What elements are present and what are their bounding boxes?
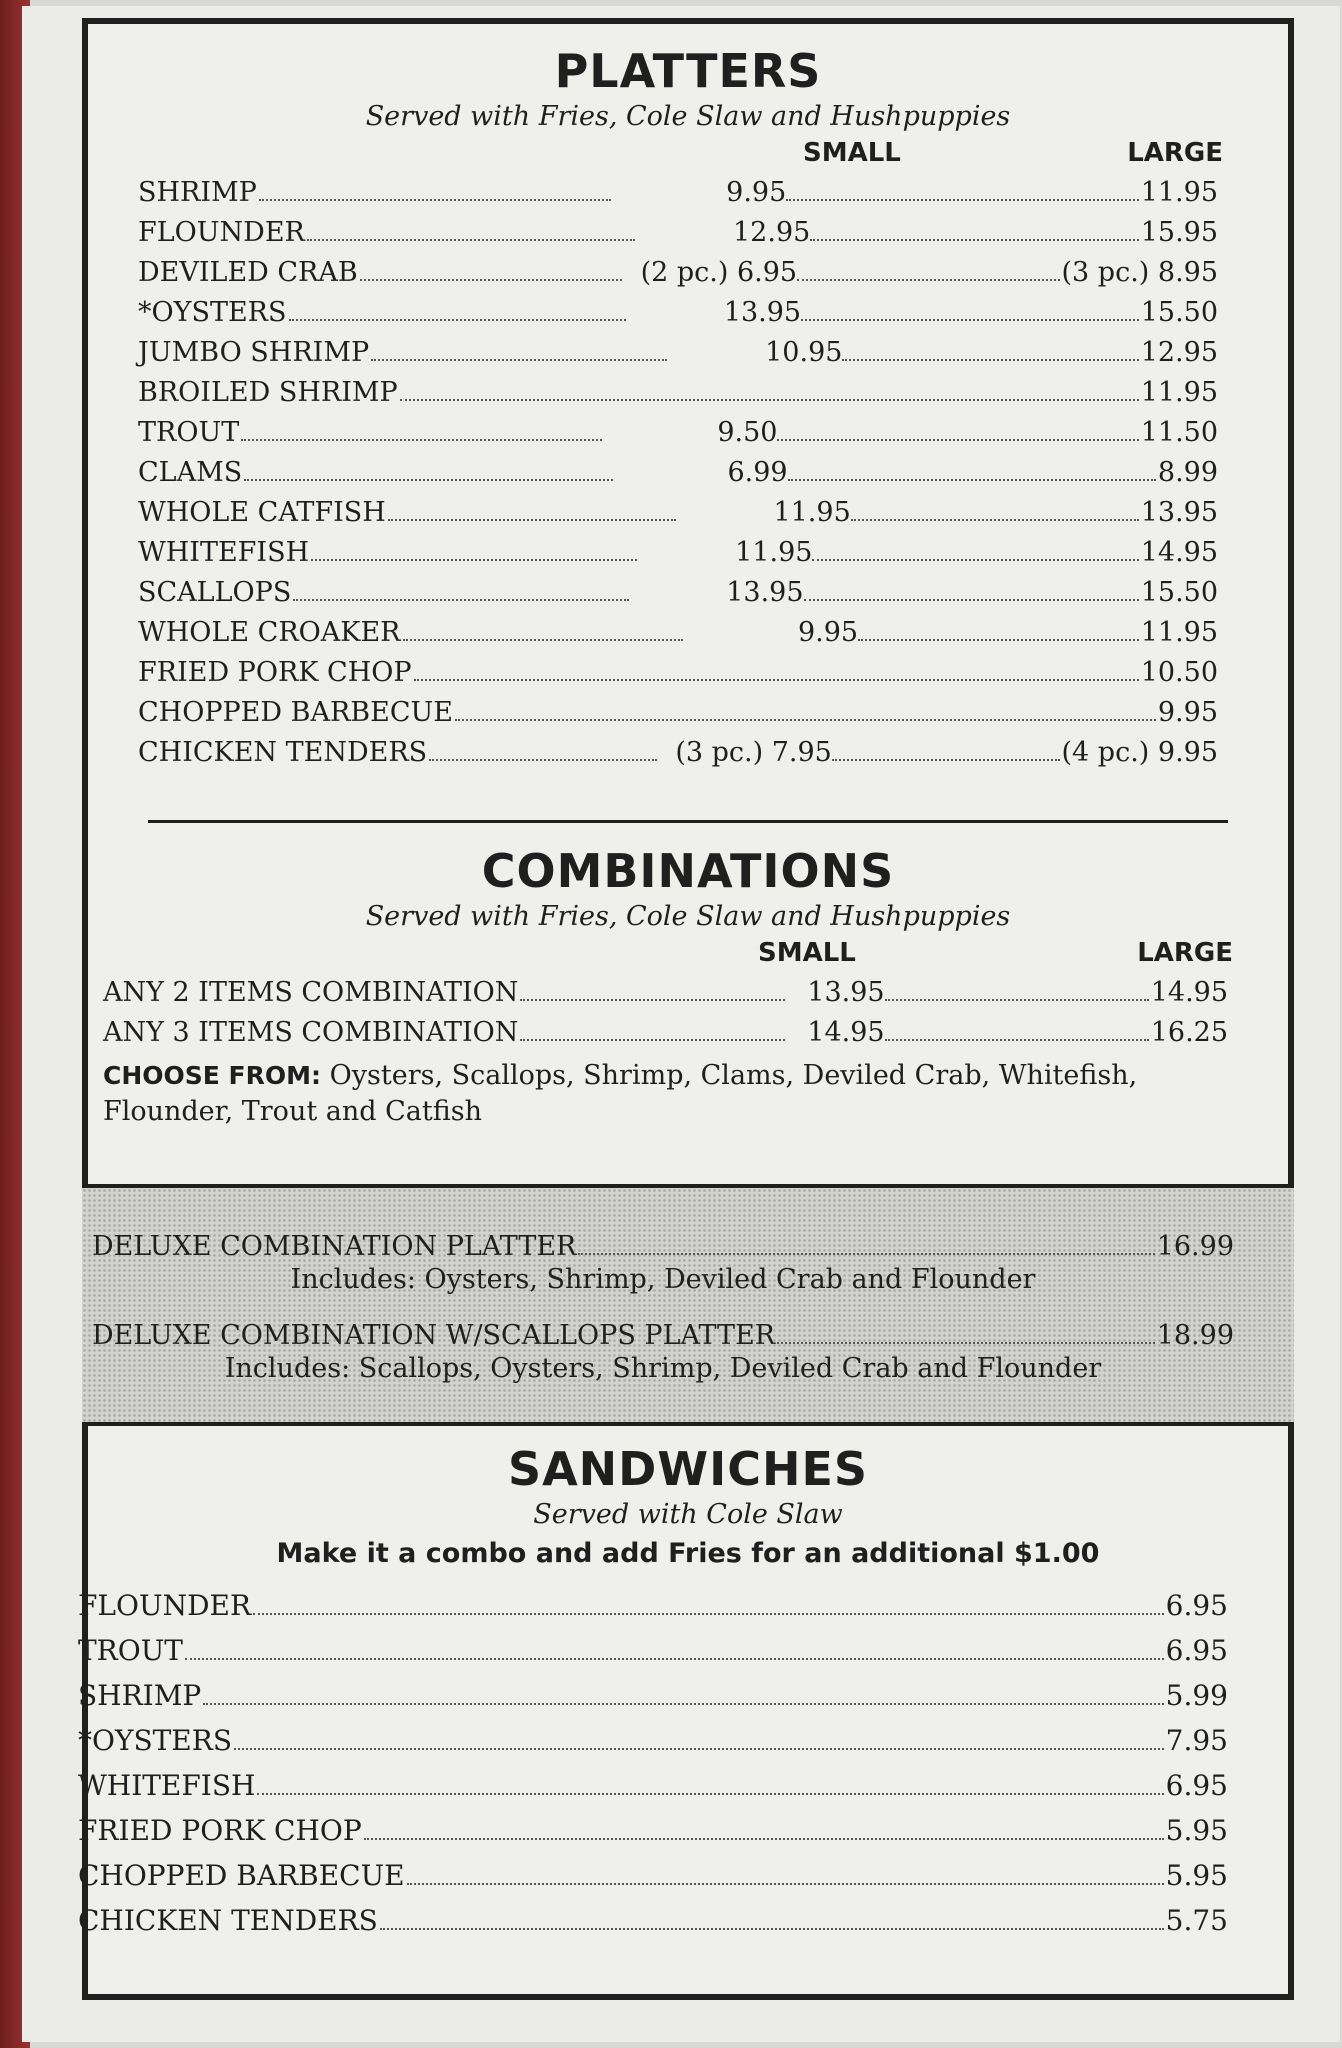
menu-frame xyxy=(78,18,1294,2000)
small-price: 13.95 xyxy=(723,296,802,328)
platters-column-headers xyxy=(138,132,1288,168)
large-price: (4 pc.) 9.95 xyxy=(1061,736,1219,768)
dot-leader xyxy=(253,1613,1164,1615)
sandwich-row xyxy=(78,1802,1228,1847)
price: 6.95 xyxy=(1165,1768,1228,1802)
dot-leader xyxy=(858,639,1139,641)
large-price: 13.95 xyxy=(1140,496,1218,528)
combinations-list xyxy=(88,968,1288,1048)
price: 7.95 xyxy=(1165,1723,1228,1757)
item-name: FLOUNDER xyxy=(138,216,305,248)
dot-leader xyxy=(311,559,637,561)
small-price: 6.99 xyxy=(727,456,788,488)
item-name: JUMBO SHRIMP xyxy=(138,336,370,368)
platter-row xyxy=(138,208,1218,248)
sandwich-row xyxy=(78,1712,1228,1757)
sandwiches-list xyxy=(78,1569,1288,1937)
item-name: DELUXE COMBINATION PLATTER xyxy=(92,1231,577,1262)
sandwich-row xyxy=(78,1892,1228,1937)
dot-leader xyxy=(786,199,1138,201)
price: 5.99 xyxy=(1165,1678,1228,1712)
sandwich-row xyxy=(78,1577,1228,1622)
item-name: DEVILED CRAB xyxy=(138,256,358,288)
large-price: 11.95 xyxy=(1140,376,1218,408)
dot-leader xyxy=(788,479,1156,481)
small-price: 14.95 xyxy=(807,1016,885,1048)
dot-leader xyxy=(234,1748,1164,1750)
small-price: 13.95 xyxy=(726,576,804,608)
dot-leader xyxy=(203,1703,1163,1705)
dot-leader xyxy=(832,759,1060,761)
small-price: 9.95 xyxy=(726,176,787,208)
platters-large-header: LARGE xyxy=(1127,137,1223,168)
dot-leader xyxy=(885,1039,1149,1041)
deluxe-row xyxy=(92,1222,1234,1262)
item-name: TROUT xyxy=(78,1633,183,1667)
platter-row xyxy=(138,728,1218,768)
combination-row xyxy=(103,1008,1228,1048)
small-price: (3 pc.) 7.95 xyxy=(675,736,832,768)
item-name: CHICKEN TENDERS xyxy=(78,1903,378,1937)
combinations-subtitle: Served with Fries, Cole Slaw and Hushpuppies xyxy=(365,900,1011,932)
dot-leader xyxy=(364,1838,1164,1840)
item-name: WHOLE CROAKER xyxy=(138,616,401,648)
dot-leader xyxy=(185,1658,1164,1660)
dot-leader xyxy=(842,359,1138,361)
combinations-large-header: LARGE xyxy=(1137,937,1233,968)
item-name: CHOPPED BARBECUE xyxy=(138,696,453,728)
dot-leader xyxy=(520,1039,784,1041)
dot-leader xyxy=(371,359,667,361)
item-name: SHRIMP xyxy=(138,176,257,208)
large-price: 16.25 xyxy=(1150,1016,1229,1048)
price: 18.99 xyxy=(1156,1320,1234,1351)
platter-row xyxy=(138,608,1218,648)
large-price: 15.50 xyxy=(1140,296,1219,328)
small-price: 12.95 xyxy=(733,216,811,248)
small-price: 10.95 xyxy=(765,336,843,368)
item-name: FRIED PORK CHOP xyxy=(78,1813,362,1847)
dot-leader xyxy=(797,279,1059,281)
price: 6.95 xyxy=(1165,1633,1228,1667)
price: 5.95 xyxy=(1165,1813,1228,1847)
dot-leader xyxy=(520,999,784,1001)
item-name: SHRIMP xyxy=(78,1678,202,1712)
large-price: (3 pc.) 8.95 xyxy=(1061,256,1219,288)
dot-leader xyxy=(578,1253,1154,1255)
dot-leader xyxy=(307,239,635,241)
item-name: BROILED SHRIMP xyxy=(138,376,398,408)
platter-row xyxy=(138,448,1218,488)
dot-leader xyxy=(455,719,1156,721)
dot-leader xyxy=(380,1928,1164,1930)
dot-leader xyxy=(804,599,1139,601)
dot-leader xyxy=(400,399,1139,401)
large-price: 8.99 xyxy=(1157,456,1219,488)
sandwiches-section xyxy=(78,1442,1288,1937)
dot-leader xyxy=(885,999,1149,1001)
large-price: 11.95 xyxy=(1140,616,1219,648)
platters-subtitle: Served with Fries, Cole Slaw and Hushpuppies xyxy=(365,100,1011,132)
item-name: SCALLOPS xyxy=(138,576,292,608)
platter-row xyxy=(138,528,1218,568)
small-price: 9.95 xyxy=(797,616,859,648)
dot-leader xyxy=(289,319,627,321)
platters-title: PLATTERS xyxy=(554,44,822,98)
small-price: 11.95 xyxy=(735,536,813,568)
platter-row xyxy=(138,368,1218,408)
dot-leader xyxy=(403,639,684,641)
combinations-column-headers xyxy=(103,932,1288,968)
menu-sheet xyxy=(22,6,1340,2042)
item-name: *OYSTERS xyxy=(138,296,287,328)
sandwich-row xyxy=(78,1667,1228,1712)
dot-leader xyxy=(293,599,628,601)
large-price: 14.95 xyxy=(1140,536,1219,568)
large-price: 11.95 xyxy=(1140,176,1218,208)
item-name: WHITEFISH xyxy=(78,1768,256,1802)
deluxe-list xyxy=(92,1222,1234,1384)
dot-leader xyxy=(429,759,657,761)
deluxe-includes: Includes: Scallops, Oysters, Shrimp, Deviled Crab and Flounder xyxy=(224,1353,1102,1384)
large-price: 12.95 xyxy=(1140,336,1218,368)
dot-leader xyxy=(244,479,612,481)
dot-leader xyxy=(810,239,1138,241)
dot-leader xyxy=(777,439,1138,441)
small-price: 13.95 xyxy=(807,976,885,1008)
dot-leader xyxy=(851,519,1139,521)
deluxe-panel xyxy=(82,1184,1294,1426)
small-price: (2 pc.) 6.95 xyxy=(640,256,798,288)
platter-row xyxy=(138,288,1218,328)
platter-row xyxy=(138,688,1218,728)
sandwich-row xyxy=(78,1847,1228,1892)
combinations-title: COMBINATIONS xyxy=(481,844,895,898)
sandwich-row xyxy=(78,1757,1228,1802)
item-name: WHITEFISH xyxy=(138,536,310,568)
item-name: FRIED PORK CHOP xyxy=(138,656,412,688)
item-name: DELUXE COMBINATION W/SCALLOPS PLATTER xyxy=(92,1320,776,1351)
item-name: WHOLE CATFISH xyxy=(138,496,386,528)
item-name: CHOPPED BARBECUE xyxy=(78,1858,405,1892)
item-name: *OYSTERS xyxy=(78,1723,232,1757)
platters-section xyxy=(88,46,1288,768)
large-price: 15.95 xyxy=(1140,216,1219,248)
combinations-small-header: SMALL xyxy=(758,937,856,968)
platters-list xyxy=(88,168,1288,768)
dot-leader xyxy=(812,559,1138,561)
choose-from-text: Oysters, Scallops, Shrimp, Clams, Deviled Crab, Whitefish, Flounder, Trout and Catfish xyxy=(103,1059,1138,1128)
large-price: 11.50 xyxy=(1140,416,1219,448)
dot-leader xyxy=(407,1883,1164,1885)
choose-from-note xyxy=(88,1048,1288,1131)
small-price: 9.50 xyxy=(717,416,778,448)
large-price: 14.95 xyxy=(1150,976,1229,1008)
platter-row xyxy=(138,168,1218,208)
large-price: 15.50 xyxy=(1140,576,1219,608)
combinations-section xyxy=(88,846,1288,1130)
price: 6.95 xyxy=(1165,1588,1228,1622)
large-price: 9.95 xyxy=(1157,696,1218,728)
platters-small-header: SMALL xyxy=(803,137,901,168)
choose-from-label: CHOOSE FROM: xyxy=(103,1060,322,1090)
platter-row xyxy=(138,408,1218,448)
item-name: ANY 3 ITEMS COMBINATION xyxy=(103,1016,519,1048)
platter-row xyxy=(138,648,1218,688)
sandwiches-title: SANDWICHES xyxy=(507,1442,869,1496)
section-divider xyxy=(148,820,1228,823)
deluxe-includes: Includes: Oysters, Shrimp, Deviled Crab and Flounder xyxy=(290,1264,1036,1295)
large-price: 10.50 xyxy=(1140,656,1218,688)
item-name: CLAMS xyxy=(138,456,243,488)
price: 5.95 xyxy=(1165,1858,1228,1892)
dot-leader xyxy=(777,1342,1155,1344)
platter-row xyxy=(138,568,1218,608)
dot-leader xyxy=(360,279,622,281)
combination-row xyxy=(103,968,1228,1008)
dot-leader xyxy=(388,519,676,521)
price: 5.75 xyxy=(1165,1903,1228,1937)
dot-leader xyxy=(241,439,602,441)
item-name: ANY 2 ITEMS COMBINATION xyxy=(103,976,519,1008)
dot-leader xyxy=(259,199,611,201)
small-price: 11.95 xyxy=(773,496,851,528)
price: 16.99 xyxy=(1156,1231,1234,1262)
sandwich-row xyxy=(78,1622,1228,1667)
item-name: TROUT xyxy=(138,416,240,448)
item-name: FLOUNDER xyxy=(78,1588,252,1622)
platter-row xyxy=(138,328,1218,368)
platter-row xyxy=(138,488,1218,528)
dot-leader xyxy=(414,679,1139,681)
dot-leader xyxy=(801,319,1139,321)
deluxe-row xyxy=(92,1311,1234,1351)
sandwich-combo-note: Make it a combo and add Fries for an additional $1.00 xyxy=(276,1537,1100,1569)
dot-leader xyxy=(257,1793,1163,1795)
item-name: CHICKEN TENDERS xyxy=(138,736,428,768)
platter-row xyxy=(138,248,1218,288)
sandwiches-subtitle: Served with Cole Slaw xyxy=(533,1498,843,1530)
